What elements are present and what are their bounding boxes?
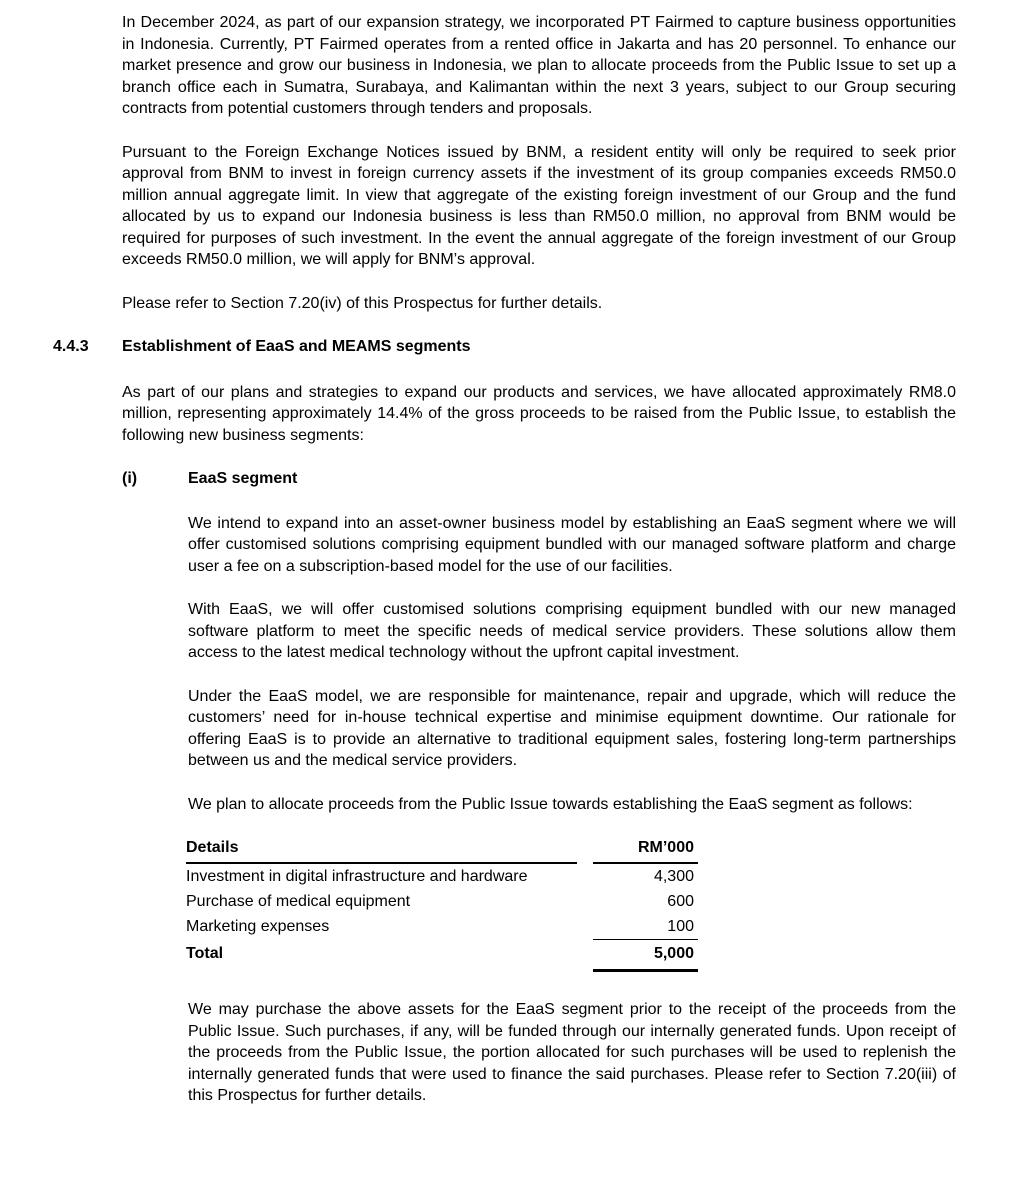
subsection-title: EaaS segment <box>188 470 298 487</box>
subsection-marker: (i) <box>122 470 138 487</box>
table-header-details: Details <box>186 837 577 863</box>
table-cell-value: 4,300 <box>653 867 694 885</box>
table-total-value: 5,000 <box>593 940 698 971</box>
paragraph-pt-fairmed: In December 2024, as part of our expansion strategy, we incorporated PT Fairmed to capture business opportunities in Indonesia. Currently, PT Fairmed operates from a rented office in Jakarta and has 20 personnel. To enhance our market presence and grow our business in Indonesia, we plan to allocate proceeds from the Public Issue to set up a branch office each in Sumatra, Surabaya, and Kalimantan within the next 3 years, subject to our Group securing contracts from potential customers through tenders and proposals. <box>122 14 956 117</box>
section-heading <box>53 336 956 358</box>
paragraph-purchase-replenish: We may purchase the above assets for the EaaS segment prior to the receipt of the proceeds from the Public Issue. Such purchases, if any, will be funded through our internally generated funds. Upon receipt of the proceeds from the Public Issue, the portion allocated for such purchases will be used to replenish the internally generated funds that were used to finance the said purchases. Please refer to Section 7.20(iii) of this Prospectus for further details. <box>188 1001 956 1104</box>
table-cell-label: Purchase of medical equipment <box>186 892 411 910</box>
table-row <box>186 914 698 940</box>
table-row <box>186 863 698 889</box>
section-number: 4.4.3 <box>53 338 89 355</box>
table-header-row <box>186 837 698 863</box>
table-header-rm000: RM’000 <box>593 837 698 863</box>
paragraph-eaas-allocation-intro: We plan to allocate proceeds from the Public Issue towards establishing the EaaS segment as follows: <box>188 795 913 813</box>
table-total-row <box>186 940 698 971</box>
paragraph-eaas-model: Under the EaaS model, we are responsible for maintenance, repair and upgrade, which will reduce the customers’ need for in-house technical expertise and minimise equipment downtime. Our rationale for offering EaaS is to provide an alternative to traditional equipment sales, fostering long-term partnerships between us and the medical service providers. <box>188 687 956 769</box>
table-cell-label: Marketing expenses <box>186 917 330 935</box>
allocation-table <box>186 837 698 972</box>
table-cell-value: 600 <box>667 892 694 910</box>
table-row <box>186 889 698 914</box>
paragraph-refer-section-720iv: Please refer to Section 7.20(iv) of this Prospectus for further details. <box>122 294 603 312</box>
paragraph-bnm-approval: Pursuant to the Foreign Exchange Notices issued by BNM, a resident entity will only be required to seek prior approval from BNM to invest in foreign currency assets if the investment of its group companies exceeds RM50.0 million annual aggregate limit. In view that aggregate of the existing foreign investment of our Group and the fund allocated by us to expand our Indonesia business is less than RM50.0 million, no approval from BNM would be required for purposes of such investment. In the event the annual aggregate of the foreign investment of our Group exceeds RM50.0 million, we will apply for BNM’s approval. <box>122 143 956 268</box>
section-title: Establishment of EaaS and MEAMS segments <box>122 338 471 355</box>
table-cell-label: Investment in digital infrastructure and hardware <box>186 867 528 885</box>
paragraph-eaas-intend: We intend to expand into an asset-owner business model by establishing an EaaS segment where we will offer customised solutions comprising equipment bundled with our managed software platform and charge user a fee on a subscription-based model for the use of our facilities. <box>188 514 956 575</box>
table-cell-value: 100 <box>593 914 698 940</box>
subsection-heading-eaas <box>122 468 956 490</box>
paragraph-allocation-overview: As part of our plans and strategies to expand our products and services, we have allocated approximately RM8.0 million, representing approximately 14.4% of the gross proceeds to be raised from the Public Issue, to establish the following new business segments: <box>122 383 956 444</box>
paragraph-eaas-offer: With EaaS, we will offer customised solutions comprising equipment bundled with our new managed software platform to meet the specific needs of medical service providers. These solutions allow them access to the latest medical technology without the upfront capital investment. <box>188 601 956 661</box>
table-total-label: Total <box>186 944 224 962</box>
table-header-gap <box>577 837 593 863</box>
